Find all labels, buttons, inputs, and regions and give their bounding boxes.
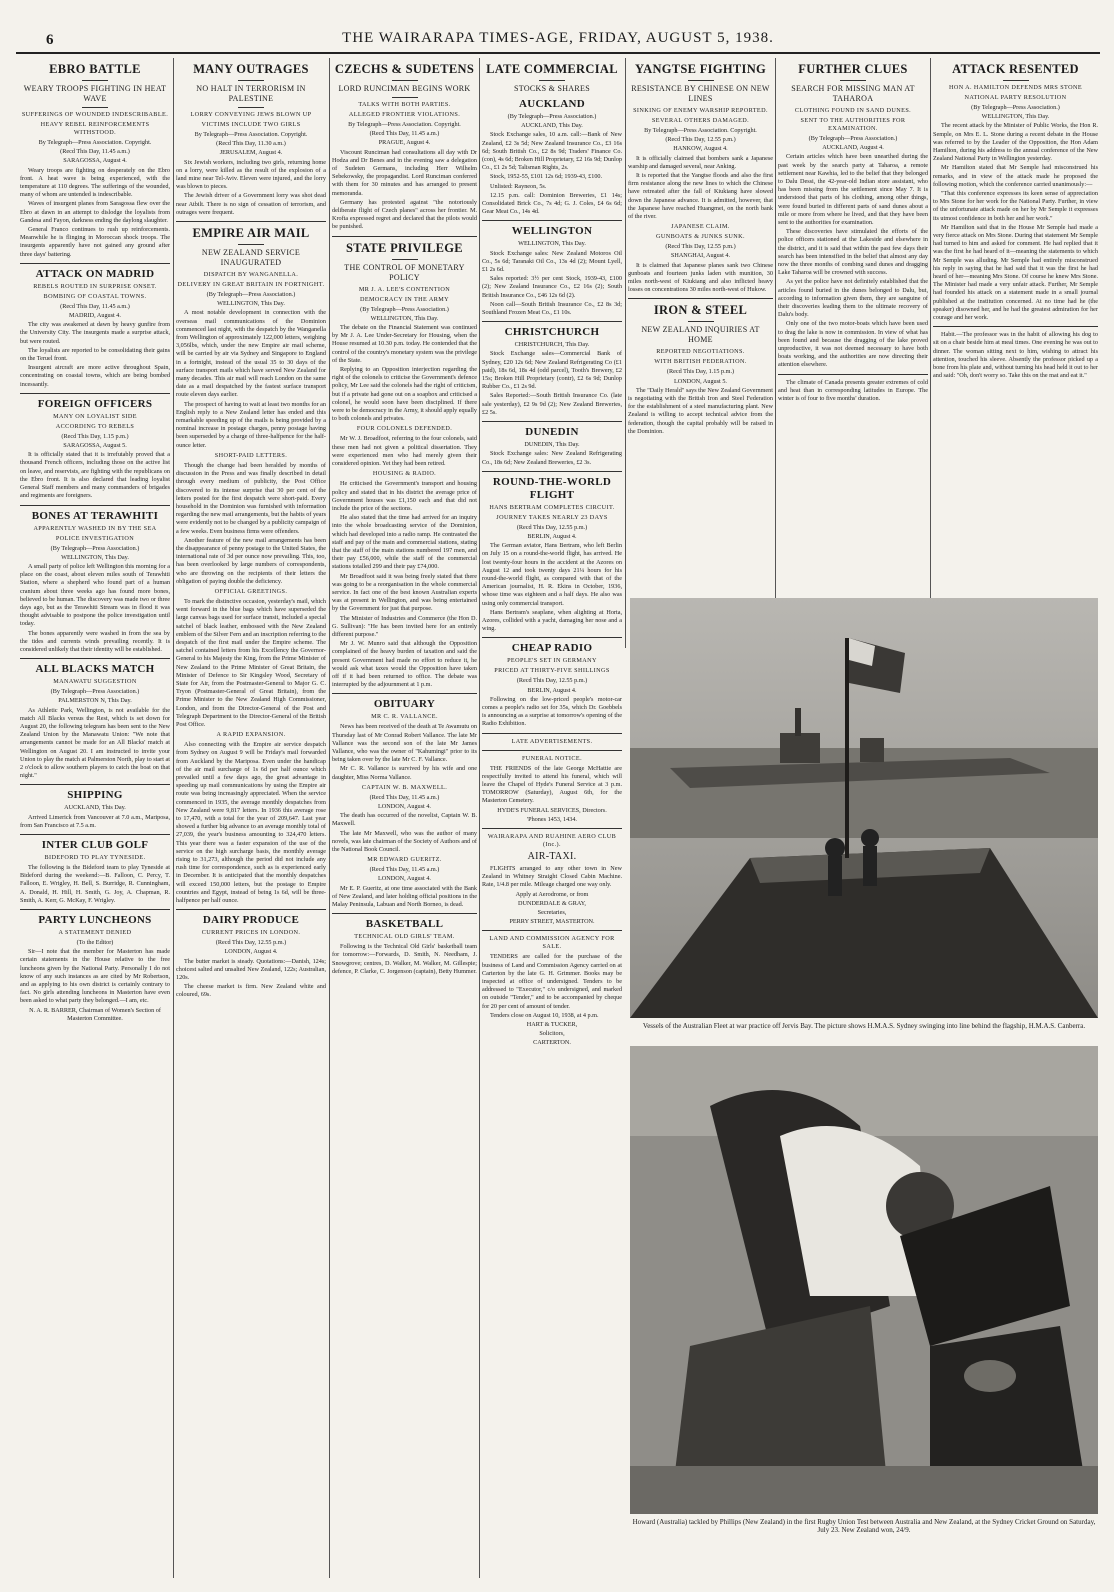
paragraph: The recent attack by the Minister of Public Works, the Hon R. Semple, on Mrs E. L. Stone during a recent debate in the House was referred to by the Leader of the Opposition, the Hon Adam Hamilton, during his address to the annual conference of the New Zealand National Party in Wellington yesterday.	[933, 122, 1098, 163]
paragraph: The butter market is steady. Quotations:—Danish, 124s; choicest salted and unsalted New Zealand, 122s; Australian, 120s.	[176, 957, 326, 982]
section-heading: HOUSING & RADIO.	[372, 470, 437, 478]
rugby-photo-caption: Howard (Australia) tackled by Phillips (New Zealand) in the first Rugby Union Test between Australia and New Zealand, at the Sydney Cricket Ground on Saturday, July 23. New Zealand won, 24/9.	[632, 1518, 1096, 1534]
headline: EBRO BATTLE	[49, 62, 141, 76]
column-rule	[775, 58, 776, 648]
column-rule	[173, 58, 174, 1578]
section-heading: DUNEDIN	[525, 426, 579, 439]
headline: OBITUARY	[373, 698, 436, 711]
paragraph: The debate on the Financial Statement was continued by Mr J. A. Lee Under-Secretary for Housing, when the House resumed at 10.30 p.m. today. He contended that the control of the country's monetary system was the privilege of the State.	[332, 324, 477, 364]
deck: POLICE INVESTIGATION	[55, 534, 135, 542]
subheadline: PEOPLE'S SET IN GERMANY	[507, 657, 597, 665]
paragraph: A small party of police left Wellington this morning for a place on the coast, about eleven miles south of Terawhiti Station, where a shepherd who found part of a human cranium about three weeks ago has found more bones, believed to be human. The discovery was made two or three days ago, but as the Terawhiti Stream was in flood it was thought advisable to postpone the police investigation until today.	[20, 562, 170, 628]
headline: DAIRY PRODUCE	[202, 914, 300, 927]
paragraph: Mr W. J. Broadfoot, referring to the four colonels, said these men had not given a political dissertation. They were experienced men who had merely given their considered opinion. Yet they had been retired.	[332, 435, 477, 468]
section-heading: AUCKLAND	[519, 98, 585, 110]
paragraph: Mr Broadfoot said it was being freely stated that there was going to be a reorganisation in the whole commercial service. In fact one of the best known Australian experts was at present in Wellington, and was being entertained by the Government for just that purpose.	[332, 572, 477, 613]
credit: (By Telegraph—Press Association.)	[971, 104, 1060, 111]
paragraph: 12.15 p.m. call: Dominion Breweries, £1 14s; Consolidated Brick Co., 7s 4d; G. J. Coles, £4 6s 6d; Gear Meat Co., 14s 4d.	[482, 191, 622, 216]
dateline: MADRID, August 4.	[69, 312, 121, 320]
paragraph: Sir—I note that the member for Masterton has made certain statements in the House relative to the free luncheons given by the National Party. Personally I do not know of any such instances as are cited by Mr Robertson, and as applying to his own district is certainly contrary to fact. No girls attending luncheons in Masterton have even been asked to what party they belonged.—I am, etc.	[20, 948, 170, 1005]
subheadline: HANS BERTRAM COMPLETES CIRCUIT.	[489, 503, 615, 511]
ad-title: FUNERAL NOTICE.	[521, 754, 583, 762]
headline: BONES AT TERAWHITI	[31, 509, 159, 522]
deck: BOMBING OF COASTAL TOWNS.	[43, 292, 147, 300]
dateline: SHANGHAI, August 4.	[670, 252, 731, 260]
column-4	[482, 58, 622, 1578]
paragraph: The death has occurred of the novelist, Captain W. B. Maxwell.	[332, 812, 477, 828]
deck: ALLEGED FRONTIER VIOLATIONS.	[348, 111, 461, 118]
dateline: PRAGUE, August 4.	[378, 139, 431, 147]
credit: (By Telegraph—Press Association.)	[206, 291, 296, 299]
subheadline: NEW ZEALAND INQUIRIES AT HOME	[641, 325, 760, 345]
paragraph: General Franco continues to rush up reinforcements. Meanwhile he is flinging in Moroccan shock troops. The insurgents apparently have not gained any ground after three days' battering.	[20, 226, 170, 258]
dateline: WELLINGTON, This Day.	[981, 113, 1050, 121]
dateline: WELLINGTON, This Day.	[518, 240, 586, 248]
deck: HEAVY REBEL REINFORCEMENTS WITHSTOOD.	[40, 121, 150, 136]
received: (Recd This Day, 11.45 a.m.)	[60, 302, 130, 310]
ad-signature: HART & TUCKER,	[526, 1021, 578, 1029]
received: (Recd This Day, 1.15 p.m.)	[61, 432, 129, 440]
paragraph: Though the change had been heralded by months of discussion in the Press and was finally described in detail through every medium of publicity, the Post Office discovered to its intense surprise that 30 per cent of the letters posted for the first despatch were short-paid. Every household in the Dominion was furnished with information regarding the new mail arrangements, but the habits of years were evidently not to be changed by a publicity campaign of a few weeks. Even business firms were offenders.	[176, 461, 326, 535]
paragraph: Replying to an Opposition interjection regarding the right of the colonels to criticise the Government's defence policy, Mr Lee said the colonels had the right of criticism, but if a private had gone out on a soapbox and criticised a colonel, he would soon have been disciplined. If there were to be democracy in the Army, it should apply equally to both colonels and privates.	[332, 366, 477, 423]
subheadline: MANY ON LOYALIST SIDE	[53, 412, 137, 420]
deck: VICTIMS INCLUDE TWO GIRLS	[201, 121, 301, 128]
dateline: HANKOW, August 4.	[673, 145, 728, 153]
headline: STATE PRIVILEGE	[346, 240, 463, 255]
subheadline: MR EDWARD GUERITZ.	[367, 856, 442, 864]
section-heading: GUNBOATS & JUNKS SUNK.	[656, 233, 745, 241]
subheadline: HON A. HAMILTON DEFENDS MRS STONE	[948, 84, 1083, 91]
paragraph: Waves of insurgent planes from Saragossa flew over the Ebro at dawn in an attempt to dislodge the loyalists from Gandesa and Fayon, darkness ending the daylong slaughter.	[20, 200, 170, 224]
dateline: WELLINGTON, This Day.	[217, 300, 285, 308]
subheadline: BIDEFORD TO PLAY TYNESIDE.	[44, 853, 146, 861]
subheadline: NEW ZEALAND SERVICE INAUGURATED	[201, 248, 301, 268]
headline: BASKETBALL	[365, 918, 444, 931]
credit: (By Telegraph—Press Association.)	[50, 688, 140, 696]
dateline: BERLIN, August 4.	[527, 686, 577, 694]
received: (Recd This Day, 11.45 a.m.)	[60, 148, 130, 156]
paragraph: Insurgent aircraft are more active throughout Spain, concentrating on coastal towns, which are being bombed incessantly.	[20, 364, 170, 388]
fleet-photo-caption: Vessels of the Australian Fleet at war practice off Jervis Bay. The picture shows H.M.A.S. Sydney swinging into line behind the flagship, H.M.A.S. Canberra.	[642, 1022, 1086, 1030]
section-heading: FOUR COLONELS DEFENDED.	[356, 425, 453, 433]
subheadline: WEARY TROOPS FIGHTING IN HEAT WAVE	[23, 84, 167, 103]
paragraph: Six Jewish workers, including two girls, returning home on a lorry, were killed as the result of the explosion of a land mine near Tel-Aviv. Eleven were injured, and the lorry was blown to pieces.	[176, 158, 326, 191]
dateline: AUCKLAND, This Day.	[521, 122, 583, 130]
dateline: LONDON, August 4.	[224, 948, 278, 956]
section-heading: CHRISTCHURCH	[504, 326, 600, 339]
paragraph: Another feature of the new mail arrangements has been the disappearance of penny postage to the United States, the international rate of 3d per ounce now prevailing. This, too, has been overlooked by large numbers of correspondents, who are throwing on the recipients of their letters the obligation of paying double the deficiency.	[176, 536, 326, 585]
subheadline: REBELS ROUTED IN SURPRISE ONSET.	[33, 282, 157, 290]
subheadline: CURRENT PRICES IN LONDON.	[201, 929, 301, 937]
credit: By Telegraph—Press Association. Copyright.	[38, 139, 152, 146]
received: (Recd This Day, 12.55 p.m.)	[665, 243, 736, 251]
dateline: LONDON, August 4.	[378, 803, 431, 810]
deck: WITH BRITISH FEDERATION.	[654, 358, 747, 366]
ad-text: THE FRIENDS of the late George McHattie are respectfully invited to attend his funeral, which will leave the Chapel of Hyde's Funeral Service at 3 p.m. TOMORROW (Saturday), August 6th, for the Masterton Cemetery.	[482, 764, 622, 805]
headline: EMPIRE AIR MAIL	[192, 226, 310, 241]
deck: TALKS WITH BOTH PARTIES.	[358, 101, 451, 108]
received: (Recd This Day, 11.45 a.m.)	[369, 130, 440, 138]
paragraph: The following is the Bideford team to play Tyneside at Bideford during the weekend:—B. Falloon, C. Percy, T. Falloon, E. Wrigley, H. Bell, S. Burridge, R. Cunningham, A. Donald, H. Hill, H. Smith, G. Joy, A. Chapman, R. Smith, A. Kerr, G. McKay, F. Wrigley.	[20, 863, 170, 904]
dateline: CHRISTCHURCH, This Day.	[514, 341, 590, 349]
headline: PARTY LUNCHEONS	[38, 914, 152, 926]
section-heading: OFFICIAL GREETINGS.	[214, 587, 288, 595]
headline: INTER CLUB GOLF	[41, 838, 149, 851]
paragraph: The bones apparently were washed in from the sea by the tides and currents winds prevailing recently. It is considered unlikely that their identity will be established.	[20, 629, 170, 653]
ad-text: Tenders close on August 10, 1938, at 4 p.m.	[490, 1011, 599, 1019]
ad-signature: DUNDERDALE & GRAY,	[518, 899, 586, 907]
deck: DISPATCH BY WANGANELLA.	[203, 271, 299, 279]
credit: (By Telegraph—Press Association.)	[808, 135, 898, 142]
subheadline: STOCKS & SHARES	[514, 84, 590, 93]
paragraph: Following on the low-priced people's motor-car comes a people's radio set for 35s, which Dr. Goebbels is announcing as a surprise at tomorrow's opening of the Radio Exhibition.	[482, 695, 622, 728]
paragraph: The "Daily Herald" says the New Zealand Government is negotiating with the British Iron and Steel Federation for the establishment of a steel manufacturing plant. New Zealand is willing to accept technical advice from the federation, though the capital probably will be raised in the Dominion.	[628, 386, 773, 435]
headline: LATE COMMERCIAL	[486, 62, 618, 76]
paragraph: Sales reported: 3½ per cent Stock, 1939-43, £100 (2); New Zealand Insurance Co., £2 16s (2); South British Insurance Co., £46 12s 6d (2).	[482, 275, 622, 299]
paragraph: "That this conference expresses its keen sense of appreciation to Mrs Stone for her work for the National Party. Further, in view of the unfortunate attack made on her by Mr Semple it expresses its utmost confidence in both her and her work."	[933, 190, 1098, 222]
column-rule	[625, 58, 626, 648]
ad-address: CARTERTON.	[533, 1039, 571, 1047]
credit: By Telegraph—Press Association. Copyright.	[644, 127, 757, 134]
dateline: AUCKLAND, August 4.	[822, 144, 884, 152]
subheadline: APPARENTLY WASHED IN BY THE SEA	[33, 524, 157, 532]
ads-heading: LATE ADVERTISEMENTS.	[511, 737, 593, 745]
received: (Recd This Day, 12.55 p.m.)	[516, 677, 588, 685]
credit: (By Telegraph—Press Association.)	[360, 305, 449, 313]
paragraph: Mr Hamilton said that in the House Mr Semple had made a very fierce attack on Mrs Stone. During that statement Mr Semple had turned to him and asked for comment. He had replied that it was the first he had heard of it—meaning the statements to which Mr Semple was alluding. Mr Semple had entirely misconstrued his reply in saying that he had said that it was the first he had heard of her—meaning Mrs Stone. Of course he knew Mrs Stone. The Minister had made a very unfair attack. Further, Mr Semple had founded his attack on a statement made in a small journal published at the institution concerned. At no time had he (the speaker) disowned her, and he had the greatest admiration for her courage and her work.	[933, 223, 1098, 322]
paragraph: Also connecting with the Empire air service despatch from Sydney on August 9 will be Friday's mail forwarded from Auckland by the Mariposa. Even under the handicap of the air mail surcharge of 1s 6d per half ounce which prevailed until a few days ago, the great advantage in speeding up mail communications by using the Empire air route was being increasingly appreciated. When the service commenced in 1935, the average monthly despatches from New Zealand were 9,817 letters. In 1936 this average rose to 17,470, with a total for the year of 209,647. Last year showed a further big advance to an average monthly total of 27,039, the year's business amounting to 324,470 letters. This year there was a faster expansion of the use of the service on the high surcharge basis, the monthly average rising to 31,273, although the period did not include any rush time for correspondence, such as is experienced early in December. It is anticipated that the monthly despatches will exceed 150,000 letters, but the postage to Empire countries and Egypt, instead of being 1s 6d, will be three-halfpence per half ounce.	[176, 741, 326, 905]
headline: YANGTSE FIGHTING	[634, 62, 767, 76]
paragraph: The Jewish driver of a Government lorry was shot dead near Atbilt. There is no sign of cessation of terrorism, and outrages were frequent.	[176, 192, 326, 216]
paragraph: Mr Hamilton stated that Mr Semple had misconstrued his remarks, and in view of the attack made he proposed the following motion, which the conference carried unanimously:—	[933, 164, 1098, 188]
headline: FOREIGN OFFICERS	[37, 397, 153, 410]
subheadline: SEARCH FOR MISSING MAN AT TAHAROA	[791, 84, 915, 103]
column-6	[778, 58, 928, 588]
section-heading: JAPANESE CLAIM.	[671, 223, 730, 231]
column-5	[628, 58, 773, 588]
paragraph: The prospect of having to wait at least two months for an English reply to a New Zealand letter has ended and this remarkable speeding up of the mails is being provided by a nominal increase in postage charges, penny postage having been superseded by a charge of three-halfpence for the half-ounce letter.	[176, 400, 326, 449]
paragraph: The cheese market is firm. New Zealand white and coloured, 69s.	[176, 983, 326, 999]
received: (Recd This Day, 12.55 p.m.)	[665, 136, 736, 144]
ad-title: LAND AND COMMISSION AGENCY FOR SALE.	[489, 935, 615, 951]
headline: ROUND-THE-WORLD FLIGHT	[492, 475, 612, 501]
subheadline: A STATEMENT DENIED	[58, 929, 132, 936]
deck: CLOTHING FOUND IN SAND DUNES.	[794, 107, 912, 114]
deck: DELIVERY IN GREAT BRITAIN IN FORTNIGHT.	[177, 281, 325, 289]
paragraph: Hans Bertram's seaplane, when alighting at Horta, Azores, collided with a yacht, damaging her nose and a wing.	[482, 608, 622, 633]
received: (Recd This Day, 1.15 p.m.)	[666, 368, 735, 376]
headline: CHEAP RADIO	[511, 642, 593, 655]
paragraph: The climate of Canada presents greater extremes of cold and heat than in corresponding latitudes in Europe. The winter is of four to five months' duration.	[778, 378, 928, 403]
paragraph: Habit.—The professor was in the habit of allowing his dog to sit on a chair beside him at meal times. One evening he was out to dinner. The woman sitting next to him, wishing to attract his attention, touched his sleeve. Absently the professor picked up a bone from his plate and, without turning his head held it out to her and said: "Oh, don't worry so. Take this on the mat and eat it."	[933, 331, 1098, 380]
paragraph: Mr J. W. Munro said that although the Opposition complained of the heavy burden of taxation and said the present Government had made no effort to reduce it, he would ask what taxes would the Opposition have taken off if it had been returned to office. The debate was interrupted by the adjournment at 1 p.m.	[332, 640, 477, 689]
fleet-photo	[630, 598, 1098, 1018]
dateline: BERLIN, August 4.	[527, 532, 577, 540]
paragraph: It is claimed that Japanese planes sank two Chinese gunboats and fourteen junks laden with munition, 30 miles north-west of Kiukiang and also inflicted heavy losses on concentrations 30 miles north-west of Hukow.	[628, 261, 773, 294]
section-heading: SHORT-PAID LETTERS.	[214, 451, 288, 459]
received: (Recd This Day, 11.45 a.m.)	[369, 866, 440, 874]
headline: MANY OUTRAGES	[193, 62, 309, 76]
credit: (By Telegraph—Press Association.)	[50, 544, 140, 552]
dateline: JERUSALEM, August 4.	[219, 149, 283, 157]
paragraph: Certain articles which have been unearthed during the past week by the search party at Taharoa, a remote settlement near Kawhia, led to the belief that they belonged to Dalu Dessi, the 42-year-old Indian store assistant, who has been missing from the settlement since May 7. It is understood that parts of his clothing, among other things, were found buried in different parts of sand dunes about a mile or more from where he lived, and that they have been sent to the authorities for examination.	[778, 153, 928, 227]
deck: PRICED AT THIRTY-FIVE SHILLINGS	[494, 667, 610, 675]
paragraph: These discoveries have stimulated the efforts of the police officers stationed at the Lakeside and elsewhere in the district, and it is said that within the past few days their search has been intensified in the belief that almost any day now the three months of combing sand dunes and dragging Lake Taharoa will be crowned with success.	[778, 228, 928, 277]
ad-text: Apply at Aerodrome, or from	[515, 890, 589, 898]
column-3	[332, 58, 477, 1578]
paragraph: News has been received of the death at Te Awamutu on Thursday last of Mr Conrad Robert Vallance. The late Mr Vallance was the second son of the late Mr James Vallance, who was the owner of "Kahumingi" prior to its being taken over by the late Mr C. F. Vallance.	[332, 723, 477, 764]
column-1	[20, 58, 170, 1578]
paragraph: It is reported that the Yangtse floods and also the first firm resistance along the new lines to which the Chinese have retreated after the fall of Kiukiang have slowed down the Japanese advance. It is admitted, however, that the Japanese have reached Huangmei, on the north bank of the river.	[628, 172, 773, 221]
note: (To the Editor)	[76, 939, 114, 946]
dateline: AUCKLAND, This Day.	[64, 804, 126, 812]
paragraph: Noon call—South British Insurance Co., £2 8s 3d; Southland Frozen Meat Co., £1 10s.	[482, 300, 622, 317]
newspaper-title: THE WAIRARAPA TIMES-AGE, FRIDAY, AUGUST 5, 1938.	[342, 30, 774, 46]
subheadline: RESISTANCE BY CHINESE ON NEW LINES	[631, 84, 770, 103]
headline: CZECHS & SUDETENS	[334, 62, 475, 76]
dateline: LONDON, August 5.	[674, 377, 727, 385]
paragraph: Stock Exchange sales, 10 a.m. call:—Bank of New Zealand, £2 3s 5d; New Zealand Insurance Co., £3 16s 6d; South British Co., £2 8s 9d; Traders' Finance Co. (con), 4s 6d; Broken Hill Proprietary, £2 16s 9d; Dunlop Co., £1 2s 5d; Talisman Rights, 2s.	[482, 131, 622, 172]
headline: IRON & STEEL	[653, 303, 748, 318]
headline: ALL BLACKS MATCH	[35, 663, 155, 676]
paragraph: Only one of the two motor-boats which have been used to drag the lake is now in commission. In view of what has been found and because the dragging of the lake proved unproductive, it was not deemed necessary to have both boats working, and the authorities are now directing their attention elsewhere.	[778, 320, 928, 369]
credit: By Telegraph—Press Association. Copyright.	[194, 131, 308, 138]
headline: SHIPPING	[67, 789, 123, 802]
deck: SINKING OF ENEMY WARSHIP REPORTED.	[633, 107, 768, 114]
received: (Recd This Day, 12.55 p.m.)	[516, 523, 588, 531]
subheadline: NO HALT IN TERRORISM IN PALESTINE	[196, 84, 306, 103]
paragraph: He criticised the Government's transport and housing policy and stated that in his district the average price of Government houses was £1,150 each and that did not include the price of the sections.	[332, 480, 477, 512]
paragraph: Stock Exchange sales—Commercial Bank of Sydney, £20 12s 6d; New Zealand Refrigerating Co (£1 paid), 18s 6d, 18s 4d (odd parcel), Tooth's Brewery, £2 15s; Broken Hill Proprietary (contr), £2 6s 9d; Dunlop Rubber Co., £1 2s 9d.	[482, 350, 622, 391]
paragraph: The city was awakened at dawn by heavy gunfire from the University City. The insurgents made a surprise attack, but were routed.	[20, 321, 170, 345]
paragraph: The late Mr Maxwell, who was the author of many novels, was late chairman of the Society of Authors and of the National Book Council.	[332, 829, 477, 854]
dateline: SARAGOSSA, August 4.	[63, 157, 127, 165]
subheadline: THE CONTROL OF MONETARY POLICY	[344, 262, 465, 282]
section-heading: A RAPID EXPANSION.	[216, 731, 286, 739]
deck: MR J. A. LEE'S CONTENTION	[358, 285, 451, 293]
dateline: PALMERSTON N, This Day.	[58, 697, 132, 705]
ad-title: WAIRARAPA AND RUAHINE AERO CLUB (Inc.).	[487, 832, 617, 848]
credit: By Telegraph—Press Association. Copyright.	[348, 121, 461, 128]
paragraph: Weary troops are fighting on desperately on the Ebro front. A heat wave is being experienced, with the temperature at 110 degrees. The sufferings of the wounded, many of whom are untended is indescribable.	[20, 166, 170, 199]
paragraph: The Minister of Industries and Commerce (the Hon D. G. Sullivan): "He has been invited here for an entirely different purpose."	[332, 614, 477, 638]
subheadline: CAPTAIN W. B. MAXWELL.	[361, 783, 448, 791]
paragraph: Unlisted: Rayneon, 5s.	[490, 182, 547, 190]
dateline: WELLINGTON, This Day.	[61, 553, 129, 561]
paragraph: Germany has protested against "the notoriously deliberate flight of Czech planes" across her frontier. M. Krofta expressed regret and declared that the pilots would be punished.	[332, 198, 477, 231]
column-rule	[329, 58, 330, 1578]
deck: DEMOCRACY IN THE ARMY	[359, 295, 449, 303]
paragraph: Viscount Runciman had consultations all day with Dr Hodza and Dr Benes and in the evening saw a delegation of Sudeten Germans, including Herr Wilhelm Sebekowsky, the propagandist. Lord Runciman conferred with them for 30 minutes and has arranged to present memoranda.	[332, 148, 477, 197]
paragraph: It is officially stated that it is irrefutably proved that a thousand French officers, including those on the active list on leave, and reservists, are fighting with the republicans on the Ebro front. It is also declared that leading loyalist General Staff members and many commanders of brigades and regiments are foreigners.	[20, 451, 170, 500]
paragraph: Following is the Technical Old Girls' basketball team for tomorrow:—Forwards, D. Smith, N. Needham, J. Snowgrove; centres, D. Walker, M. Walker, M. Gillespie; defence, P. Clarke, C. Jorgenson (captain), Betty Hummer.	[332, 943, 477, 975]
ad-text: Secretaries,	[537, 909, 567, 916]
dateline: SARAGOSSA, August 5.	[63, 442, 127, 450]
paragraph: Stock Exchange sales: New Zealand Refrigerating Co., 18s 6d; New Zealand Breweries, £2 3s.	[482, 450, 622, 466]
paragraph: Mr E. P. Gueritz, at one time associated with the Bank of New Zealand, and later holding official positions in the Malay Peninsula, Labuan and North Borneo, is dead.	[332, 884, 477, 909]
paragraph: Mr C. R. Vallance is survived by his wife and one daughter, Miss Norma Vallance.	[332, 765, 477, 781]
column-rule	[930, 58, 931, 648]
signature: N. A. R. BARRER, Chairman of Women's Section of Masterton Committee.	[29, 1006, 161, 1022]
column-7	[933, 58, 1098, 588]
subheadline: MR C. R. VALLANCE.	[371, 713, 438, 721]
credit: (By Telegraph—Press Association.)	[507, 113, 597, 120]
ad-text: FLIGHTS arranged to any other town in New Zealand in Whitney Straight Closed Cabin Machine. Rate, 1/4.8 per mile. Mileage charged one way only.	[482, 864, 622, 889]
paragraph: As yet the police have not definitely established that the articles found buried in the dunes belonged to Dalu, but, according to information given them, they are sanguine of their discoveries leading them to the ultimate recovery of Dalu's body.	[778, 278, 928, 319]
dateline: LONDON, August 4.	[378, 875, 431, 883]
headline: FURTHER CLUES	[798, 62, 908, 76]
paragraph: A most notable development in connection with the overseas mail communications of the Dominion commenced last night, with the despatch by the Wanganella from Wellington of approximately 122,000 letters, weighing 3,056lbs, which, under the new Empire air mail scheme, will be carried by air via Sydney and Singapore to England in a fortnight, instead of the usual 35 to 30 days of the surface transport mails which have served New Zealand for many decades. This air mail will reach London on the same date as a mail despatched by the fastest surface transport route eleven days earlier.	[176, 309, 326, 399]
headline: ATTACK ON MADRID	[35, 267, 155, 280]
ad-signature: HYDE'S FUNERAL SERVICES, Directors.	[497, 806, 607, 814]
masthead	[16, 26, 1100, 54]
paragraph: Stock, 1952-55, £101 12s 6d; 1939-43, £100.	[490, 173, 603, 181]
ad-text: Solicitors,	[539, 1030, 565, 1038]
column-2	[176, 58, 326, 1578]
deck: NATIONAL PARTY RESOLUTION	[964, 94, 1067, 101]
paragraph: As Athletic Park, Wellington, is not available for the match All Blacks versus the Rest, which is set down for August 20, the following telegram has been sent to the New Zealand Union by the Manawatu Union: "We note that arrangements cannot be made for an All Blacks' match at Wellington on August 20. I am instructed to invite your Union to play the match at Palmerston North, play to start at 2 o'clock to allow southern players to catch the boat on that night."	[20, 706, 170, 780]
received: (Recd This Day, 12.55 p.m.)	[215, 939, 287, 947]
dateline: WELLINGTON, This Day.	[370, 314, 439, 322]
paragraph: To mark the distinctive occasion, yesterday's mail, which went forward in the blue bags which have superseded the large canvas bags used for surface transit, included a special satchel of black leather, embossed with the New Zealand emblem of the Silver Fern and an inscription referring to the despatch of the first mail under the Empire scheme. The satchel contained letters from his Excellency the Governor-General to his Majesty the King, from the Prime Minister of New Zealand to the Prime Minister of Great Britain, the Minister of Defence to Sir Kingsley Wood, Secretary of State for Air, from the Postmaster-General to Major G. C. Tryon (Postmaster-General of Great Britain), from the Prime Minister to the New Zealand High Commissioner, London, and from the Director-General of the Post and Telegraph Department to the Director-General of the British Post Office.	[176, 597, 326, 728]
deck: REPORTED NEGOTIATIONS.	[656, 348, 745, 356]
column-rule	[479, 58, 480, 1578]
rugby-photo	[630, 1046, 1098, 1514]
paragraph: Sales Reported:—South British Insurance Co. (late sale yesterday), £2 9s 9d (2); New Zealand Breweries, £2 5s.	[482, 392, 622, 416]
deck: JOURNEY TAKES NEARLY 23 DAYS	[496, 513, 608, 521]
received: (Recd This Day, 11.45 a.m.)	[369, 793, 440, 801]
subheadline: LORD RUNCIMAN BEGINS WORK	[338, 84, 471, 93]
deck: LORRY CONVEYING JEWS BLOWN UP	[190, 111, 312, 118]
received: (Recd This Day, 11.30 a.m.)	[216, 140, 286, 148]
deck: ACCORDING TO REBELS	[55, 422, 135, 430]
paragraph: The German aviator, Hans Bertram, who left Berlin on July 15 on a round-the-world flight, has arrived. He lost twenty-four hours in the accident at the Azores on August 12 and took twenty days 21¼ hours for his round-the-world flight, as compared with that of the American journalist, H. R. Ekins in October, 1936, whose time was eighteen and a half days. He also was using only commercial transport.	[482, 542, 622, 607]
subheadline: TECHNICAL OLD GIRLS' TEAM.	[354, 933, 455, 941]
headline: ATTACK RESENTED	[952, 62, 1079, 76]
ad-headline: AIR-TAXI.	[527, 850, 577, 862]
ad-address: PERRY STREET, MASTERTON.	[509, 918, 595, 926]
deck: SEVERAL OTHERS DAMAGED.	[651, 117, 750, 124]
deck: SENT TO THE AUTHORITIES FOR EXAMINATION.	[800, 117, 906, 132]
paragraph: The loyalists are reported to be consolidating their gains on the Teruel front.	[20, 346, 170, 363]
paragraph: Stock Exchange sales: New Zealand Motoros Oil Co., 5s 6d; Taranaki Oil Co., 13s 4d (2); Mount Lyell, £1 2s 6d.	[482, 249, 622, 274]
deck: SUFFERINGS OF WOUNDED INDESCRIBABLE.	[21, 111, 169, 118]
page-number: 6	[46, 32, 54, 48]
section-heading: WELLINGTON	[511, 225, 593, 238]
paragraph: It is officially claimed that bombers sank a Japanese warship and damaged several, near Anking.	[628, 154, 773, 170]
paragraph: He also stated that the time had arrived for an inquiry into the whole broadcasting service of the Dominion, which had developed into a radio ramp. He contrasted the staff and pay of the main and commercial stations, stating that the staff of the main stations numbered 197 men, and their pay £56,000, while the staff of the commercial stations totalled 299 and their pay £74,000.	[332, 514, 477, 571]
paragraph: Arrived Limerick from Vancouver at 7.0 a.m., Mariposa, from San Francisco at 7.5 a.m.	[20, 813, 170, 829]
ad-phone: 'Phones 1453, 1434.	[527, 815, 577, 823]
subheadline: MANAWATU SUGGESTION	[53, 678, 137, 686]
dateline: DUNEDIN, This Day.	[524, 441, 580, 449]
ad-text: TENDERS are called for the purchase of the business of Land and Commission Agency carried on at Carterton by the late G. H. Grimmer. Books may be inspected at office of undersigned. Tenders to be addressed to "Executor," c/o undersigned, and marked on outside "Tender," and to be accompanied by cheque for 20 per cent of amount of tender.	[482, 953, 622, 1010]
